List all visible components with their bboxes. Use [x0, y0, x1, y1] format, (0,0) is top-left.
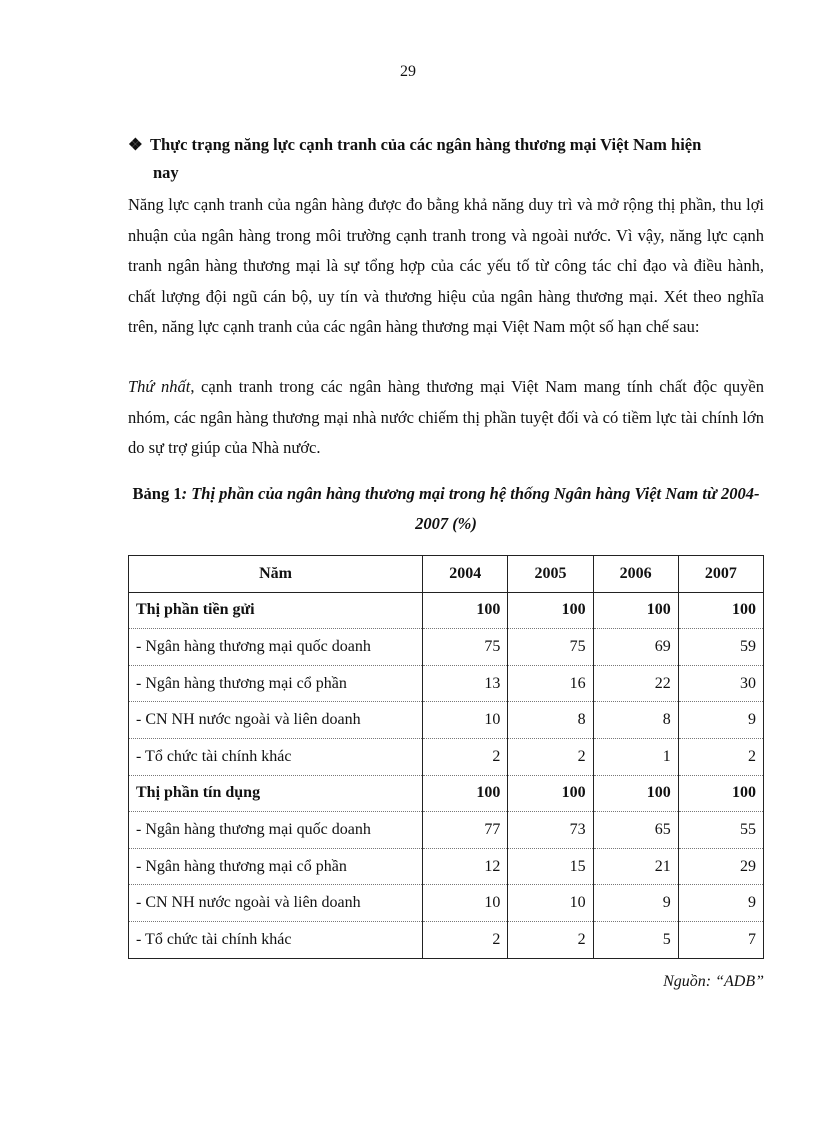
- row-value: 10: [423, 885, 508, 922]
- first-point-lead: Thứ nhất: [128, 377, 191, 396]
- table-row: [129, 592, 764, 629]
- table-caption-title: : Thị phần của ngân hàng thương mại trong hệ thống Ngân hàng Việt Nam từ 2004-2007 (%): [181, 484, 760, 533]
- row-value: 10: [423, 702, 508, 739]
- row-value: 2: [678, 738, 763, 775]
- row-label: Thị phần tín dụng: [129, 775, 423, 812]
- row-value: 15: [508, 848, 593, 885]
- table-row: [129, 702, 764, 739]
- row-value: 8: [593, 702, 678, 739]
- row-value: 100: [593, 592, 678, 629]
- row-value: 21: [593, 848, 678, 885]
- heading-line-1: Thực trạng năng lực cạnh tranh của các ngân hàng thương mại Việt Nam hiện: [150, 135, 702, 154]
- row-value: 9: [678, 885, 763, 922]
- row-value: 5: [593, 921, 678, 958]
- row-label: - Ngân hàng thương mại cổ phần: [129, 665, 423, 702]
- first-point-text: , cạnh tranh trong các ngân hàng thương mại Việt Nam mang tính chất độc quyền nhóm, các ngân hàng thương mại nhà nước chiếm thị phần tuyệt đối và có tiềm lực tài chính lớn do sự trợ giúp của Nhà nước.: [128, 377, 764, 457]
- row-value: 30: [678, 665, 763, 702]
- table-row: [129, 629, 764, 666]
- row-value: 10: [508, 885, 593, 922]
- row-value: 100: [423, 775, 508, 812]
- paragraph-intro: Năng lực cạnh tranh của ngân hàng được đo bằng khả năng duy trì và mở rộng thị phần, thu lợi nhuận của ngân hàng trong môi trường cạnh tranh trong và ngoài nước. Vì vậy, năng lực cạnh tranh ngân hàng thương mại là sự tổng hợp của các yếu tố từ công tác chỉ đạo và điều hành, chất lượng đội ngũ cán bộ, uy tín và thương hiệu của ngân hàng thương mại. Xét theo nghĩa trên, năng lực cạnh tranh của các ngân hàng thương mại Việt Nam một số hạn chế sau:: [128, 195, 764, 336]
- heading-line-2: nay: [153, 163, 179, 182]
- row-value: 2: [423, 738, 508, 775]
- row-value: 59: [678, 629, 763, 666]
- header-year-label: Năm: [129, 556, 423, 593]
- row-value: 29: [678, 848, 763, 885]
- paragraph-first-point: [128, 372, 764, 464]
- row-value: 100: [423, 592, 508, 629]
- row-value: 1: [593, 738, 678, 775]
- table-row: [129, 885, 764, 922]
- row-label: - Tổ chức tài chính khác: [129, 921, 423, 958]
- row-label: - CN NH nước ngoài và liên doanh: [129, 702, 423, 739]
- table-row: [129, 812, 764, 849]
- row-value: 77: [423, 812, 508, 849]
- row-value: 100: [593, 775, 678, 812]
- header-2006: 2006: [593, 556, 678, 593]
- row-value: 22: [593, 665, 678, 702]
- row-value: 16: [508, 665, 593, 702]
- row-value: 7: [678, 921, 763, 958]
- table-row: [129, 738, 764, 775]
- row-value: 100: [508, 592, 593, 629]
- table-caption: [128, 479, 764, 539]
- section-heading: [128, 131, 764, 187]
- diamond-bullet-icon: ❖: [128, 135, 143, 154]
- row-label: - CN NH nước ngoài và liên doanh: [129, 885, 423, 922]
- row-label: - Ngân hàng thương mại cổ phần: [129, 848, 423, 885]
- row-value: 2: [508, 738, 593, 775]
- row-value: 73: [508, 812, 593, 849]
- row-value: 2: [508, 921, 593, 958]
- row-value: 75: [423, 629, 508, 666]
- row-value: 2: [423, 921, 508, 958]
- row-value: 13: [423, 665, 508, 702]
- row-label: - Tổ chức tài chính khác: [129, 738, 423, 775]
- row-label: - Ngân hàng thương mại quốc doanh: [129, 629, 423, 666]
- table-caption-label: Bảng 1: [132, 484, 182, 503]
- row-value: 9: [678, 702, 763, 739]
- row-value: 69: [593, 629, 678, 666]
- row-value: 100: [678, 592, 763, 629]
- row-value: 100: [678, 775, 763, 812]
- row-value: 8: [508, 702, 593, 739]
- header-2004: 2004: [423, 556, 508, 593]
- table-row: [129, 775, 764, 812]
- row-label: Thị phần tiền gửi: [129, 592, 423, 629]
- row-value: 75: [508, 629, 593, 666]
- header-2007: 2007: [678, 556, 763, 593]
- row-value: 100: [508, 775, 593, 812]
- table-row: [129, 848, 764, 885]
- row-value: 9: [593, 885, 678, 922]
- source-note: Nguồn: “ADB”: [663, 973, 764, 990]
- row-value: 55: [678, 812, 763, 849]
- table-row: [129, 921, 764, 958]
- row-value: 65: [593, 812, 678, 849]
- table-header-row: [129, 556, 764, 593]
- table-row: [129, 665, 764, 702]
- market-share-table: [128, 555, 764, 959]
- page-number: 29: [400, 63, 416, 80]
- row-value: 12: [423, 848, 508, 885]
- row-label: - Ngân hàng thương mại quốc doanh: [129, 812, 423, 849]
- header-2005: 2005: [508, 556, 593, 593]
